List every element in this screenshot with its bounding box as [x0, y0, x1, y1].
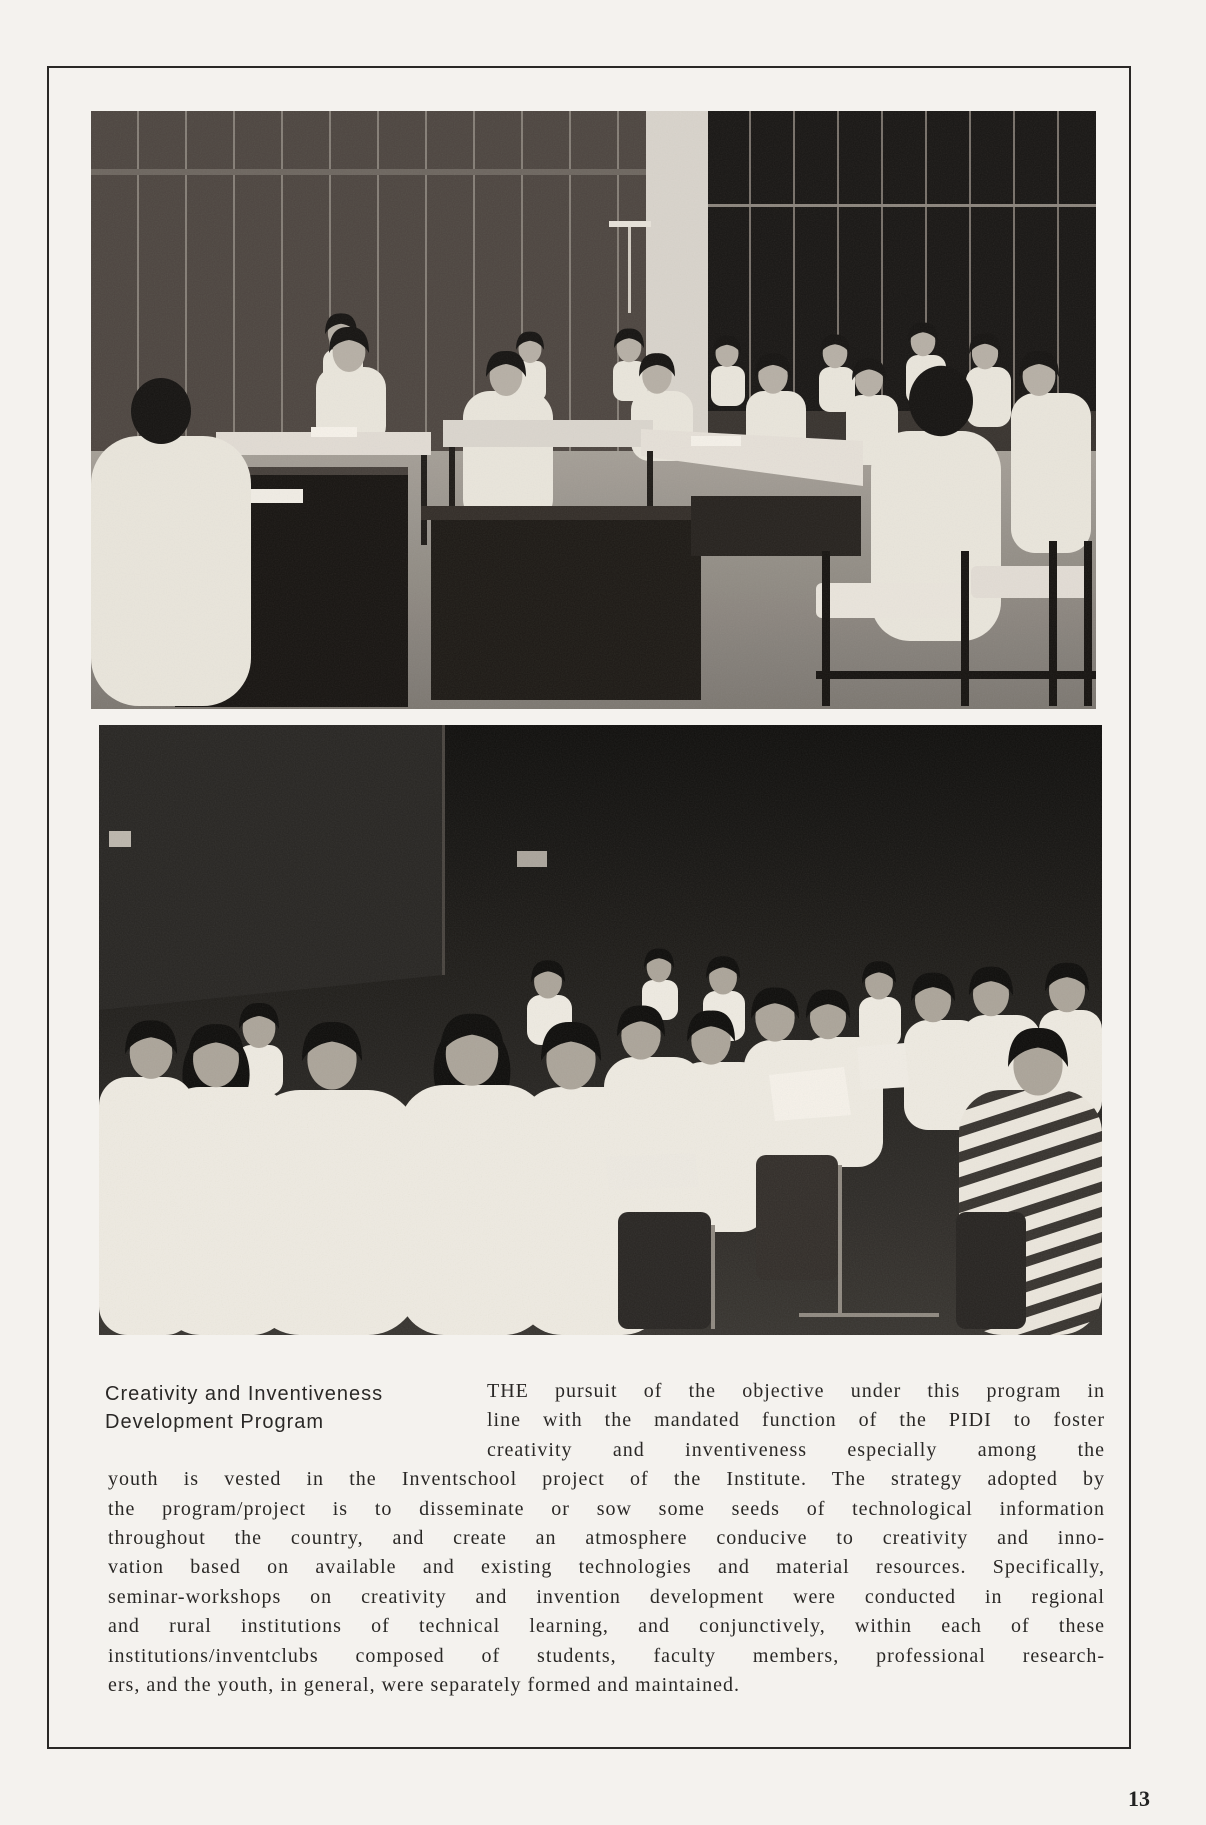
- auditorium-photo: [99, 725, 1102, 1335]
- paragraph-line: THE pursuit of the objective under this program in: [487, 1380, 1105, 1402]
- paragraph-line: creativity and inventiveness especially among the: [487, 1438, 1105, 1461]
- film-grain: [91, 111, 1096, 709]
- page-number: 13: [1128, 1786, 1150, 1811]
- paragraph-line: line with the mandated function of the PIDI to foster: [487, 1409, 1105, 1432]
- classroom-photo: [91, 111, 1096, 709]
- paragraph-line: and rural institutions of technical learning, and conjunctively, within each of these: [108, 1615, 1105, 1638]
- paragraph-line: youth is vested in the Inventschool project of the Institute. The strategy adopted by: [108, 1468, 1105, 1491]
- paragraph-line: seminar-workshops on creativity and invention development were conducted in regional: [108, 1585, 1105, 1608]
- film-grain: [99, 725, 1102, 1335]
- paragraph-line: throughout the country, and create an atmosphere conducive to creativity and inno-: [108, 1526, 1105, 1549]
- section-heading-line: Creativity and Inventiveness: [105, 1383, 384, 1405]
- paragraph-line: ers, and the youth, in general, were separately formed and maintained.: [108, 1673, 741, 1696]
- paragraph-line: institutions/inventclubs composed of students, faculty members, professional research-: [108, 1644, 1105, 1667]
- paragraph-line: the program/project is to disseminate or sow some seeds of technological information: [108, 1497, 1105, 1520]
- section-heading-line: Development Program: [105, 1411, 325, 1433]
- body-paragraph: [108, 1377, 1105, 1700]
- paragraph-line: vation based on available and existing technologies and material resources. Specifically,: [108, 1556, 1105, 1579]
